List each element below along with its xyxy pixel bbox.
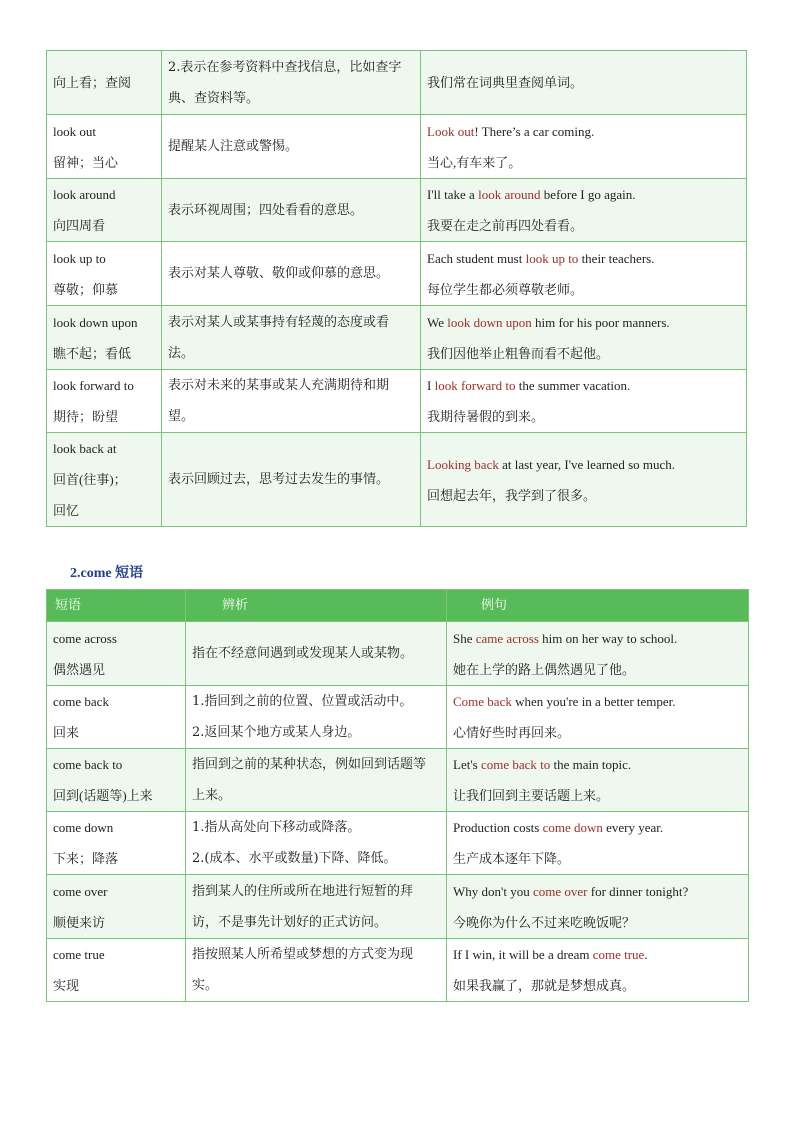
example-text: 让我们回到主要话题上来。 <box>453 788 610 803</box>
phrase-line: come down <box>53 820 114 835</box>
table-row <box>47 622 749 686</box>
highlighted-phrase: look down upon <box>447 314 532 330</box>
phrase-cell <box>47 370 162 433</box>
example-text: I'll take a <box>427 187 479 202</box>
phrase-line: 留神；当心 <box>53 154 119 170</box>
example-text: when you're in a better temper. <box>511 694 676 709</box>
example-text: 我期待暑假的到来。 <box>427 409 545 424</box>
example-text: 我们因他举止粗鲁而看不起他。 <box>427 345 610 361</box>
example-text: every year. <box>602 820 664 835</box>
phrase-line: look down upon <box>53 314 138 330</box>
explanation-line: 典、查资料等。 <box>168 90 260 106</box>
phrase-line: 期待；盼望 <box>53 409 119 424</box>
example-line <box>453 749 742 780</box>
explanation-line: 指回到之前的某种状态，例如回到话题等 <box>192 757 427 772</box>
example-text: him on her way to school. <box>538 630 678 646</box>
highlighted-phrase: Look out <box>427 123 475 139</box>
phrase-cell <box>47 622 186 686</box>
phrase-cell <box>47 242 162 306</box>
example-line <box>453 780 742 811</box>
example-text: If I win, it will be a dream <box>453 947 593 962</box>
example-line <box>453 686 742 717</box>
explanation-cell <box>162 179 421 242</box>
example-text: Each student must <box>427 250 526 266</box>
table-row <box>47 370 747 433</box>
explanation-cell <box>162 306 421 370</box>
phrase-line: 向四周看 <box>53 218 106 233</box>
phrase-cell <box>47 875 186 939</box>
example-cell <box>421 242 747 306</box>
explanation-line: 表示对某人或某事持有轻蔑的态度或看 <box>168 314 390 330</box>
explanation-cell <box>186 939 447 1002</box>
phrase-line: come across <box>53 630 117 646</box>
example-cell <box>447 749 749 812</box>
example-line <box>453 907 742 938</box>
highlighted-phrase: look up to <box>525 250 579 266</box>
example-line <box>453 717 742 748</box>
explanation-line: 表示回顾过去，思考过去发生的事情。 <box>168 472 390 487</box>
explanation-line: 指在不经意间遇到或发现某人或某物。 <box>192 646 414 661</box>
highlighted-phrase: came across <box>475 630 539 646</box>
phrase-line: 回忆 <box>53 503 80 518</box>
phrase-line: 实现 <box>53 978 80 993</box>
phrase-cell <box>47 115 162 179</box>
example-cell <box>421 179 747 242</box>
example-text: She <box>453 630 476 646</box>
example-text: Why don't you <box>453 883 533 899</box>
explanation-line: 提醒某人注意或警惕。 <box>168 139 299 154</box>
example-line <box>453 812 742 843</box>
phrase-line: 下来；降落 <box>53 851 119 866</box>
phrase-cell <box>47 51 162 115</box>
example-cell <box>421 370 747 433</box>
phrase-line: come true <box>53 947 105 962</box>
explanation-cell <box>162 370 421 433</box>
example-text: the summer vacation. <box>515 378 631 393</box>
example-cell <box>447 686 749 749</box>
explanation-line: 法。 <box>168 345 195 361</box>
example-text: the main topic. <box>550 757 632 772</box>
example-text: I <box>427 378 435 393</box>
example-line <box>427 67 740 98</box>
example-line <box>427 401 740 432</box>
phrase-cell <box>47 433 162 527</box>
phrase-line: 顺便来访 <box>53 914 106 930</box>
phrase-line: 回首(往事)； <box>53 472 127 487</box>
example-cell <box>447 939 749 1002</box>
example-line <box>427 449 740 480</box>
header-example: 例句 <box>447 590 749 622</box>
example-line <box>427 116 740 147</box>
highlighted-phrase: come down <box>542 820 603 835</box>
explanation-cell <box>162 115 421 179</box>
example-text: 心情好些时再回来。 <box>453 725 571 740</box>
example-text: 回想起去年，我学到了很多。 <box>427 487 597 503</box>
table-header-row <box>47 590 749 622</box>
explanation-cell <box>162 51 421 115</box>
phrase-line: 偶然遇见 <box>53 661 106 677</box>
phrase-line: 瞧不起；看低 <box>53 345 132 361</box>
example-text: 当心,有车来了。 <box>427 154 522 170</box>
header-phrase: 短语 <box>47 590 186 622</box>
highlighted-phrase: come true <box>592 947 645 962</box>
phrase-line: 向上看；查阅 <box>53 75 132 90</box>
example-text: their teachers. <box>578 250 655 266</box>
example-text: . <box>644 947 648 962</box>
table-row <box>47 749 749 812</box>
phrase-cell <box>47 306 162 370</box>
example-cell <box>447 622 749 686</box>
phrase-cell <box>47 812 186 875</box>
example-line <box>453 939 742 970</box>
example-line <box>427 338 740 369</box>
example-text: at last year, I've learned so much. <box>498 456 676 472</box>
phrase-line: look forward to <box>53 378 134 393</box>
example-cell <box>421 115 747 179</box>
table-row <box>47 179 747 242</box>
table-row <box>47 115 747 179</box>
explanation-line: 1.指从高处向下移动或降落。 <box>192 820 361 835</box>
example-line <box>453 654 742 685</box>
phrase-line: look up to <box>53 250 106 266</box>
explanation-cell <box>186 875 447 939</box>
highlighted-phrase: look forward to <box>434 378 516 393</box>
phrase-line: look around <box>53 187 116 202</box>
explanation-line: 2.(成本、水平或数量)下降、降低。 <box>192 851 397 866</box>
phrase-line: come back <box>53 694 109 709</box>
explanation-cell <box>186 812 447 875</box>
example-text: before I go again. <box>540 187 636 202</box>
example-text: for dinner tonight? <box>587 883 689 899</box>
explanation-line: 指按照某人所希望或梦想的方式变为现 <box>192 947 414 962</box>
come-phrases-table <box>46 589 749 1002</box>
example-text: 今晚你为什么不过来吃晚饭呢？ <box>453 914 636 930</box>
highlighted-phrase: look around <box>478 187 541 202</box>
phrase-line: 回来 <box>53 725 80 740</box>
table-row <box>47 433 747 527</box>
phrase-line: look out <box>53 123 96 139</box>
example-text: 如果我赢了，那就是梦想成真。 <box>453 978 636 993</box>
example-cell <box>421 306 747 370</box>
example-text: 每位学生都必须尊敬老师。 <box>427 281 584 297</box>
explanation-cell <box>186 749 447 812</box>
example-line <box>427 243 740 274</box>
example-line <box>453 876 742 907</box>
phrase-line: look back at <box>53 441 117 456</box>
explanation-line: 2.返回某个地方或某人身边。 <box>192 725 361 740</box>
table-row <box>47 875 749 939</box>
phrase-cell <box>47 686 186 749</box>
explanation-line: 上来。 <box>192 788 232 803</box>
example-line <box>453 623 742 654</box>
highlighted-phrase: Looking back <box>427 456 499 472</box>
highlighted-phrase: Come back <box>453 694 512 709</box>
phrase-cell <box>47 939 186 1002</box>
example-line <box>427 274 740 305</box>
section-title-come: 2.come 短语 <box>70 566 144 581</box>
example-cell <box>421 51 747 115</box>
table-row <box>47 51 747 115</box>
explanation-cell <box>186 686 447 749</box>
example-line <box>427 147 740 178</box>
explanation-line: 表示对未来的某事或某人充满期待和期 <box>168 378 390 393</box>
explanation-line: 访，不是事先计划好的正式访问。 <box>192 914 388 930</box>
phrase-line: 回到(话题等)上来 <box>53 788 153 803</box>
example-text: Production costs <box>453 820 543 835</box>
table-row <box>47 686 749 749</box>
example-cell <box>421 433 747 527</box>
explanation-line: 指到某人的住所或所在地进行短暂的拜 <box>192 883 414 899</box>
example-line <box>453 970 742 1001</box>
look-phrases-table <box>46 50 747 527</box>
example-text: ! There’s a car coming. <box>474 123 595 139</box>
example-cell <box>447 812 749 875</box>
explanation-line: 表示环视周围；四处看看的意思。 <box>168 202 364 218</box>
explanation-line: 表示对某人尊敬、敬仰或仰慕的意思。 <box>168 266 390 281</box>
explanation-line: 望。 <box>168 409 195 424</box>
example-line <box>427 307 740 338</box>
explanation-line: 1.指回到之前的位置、位置或活动中。 <box>192 694 413 709</box>
phrase-cell <box>47 179 162 242</box>
example-line <box>427 179 740 210</box>
table-row <box>47 306 747 370</box>
phrase-cell <box>47 749 186 812</box>
example-text: 我要在走之前再四处看看。 <box>427 218 584 233</box>
example-text: Let's <box>453 757 481 772</box>
explanation-line: 2.表示在参考资料中查找信息，比如查字 <box>168 59 402 75</box>
example-line <box>427 370 740 401</box>
explanation-cell <box>162 242 421 306</box>
phrase-line: 尊敬；仰慕 <box>53 281 119 297</box>
table-row <box>47 939 749 1002</box>
example-line <box>427 210 740 241</box>
phrase-line: come back to <box>53 757 123 772</box>
header-analysis: 辨析 <box>186 590 447 622</box>
example-text: 我们常在词典里查阅单词。 <box>427 75 584 90</box>
explanation-cell <box>186 622 447 686</box>
example-text: him for his poor manners. <box>531 314 670 330</box>
example-text: 她在上学的路上偶然遇见了他。 <box>453 661 636 677</box>
explanation-cell <box>162 433 421 527</box>
highlighted-phrase: come over <box>532 883 588 899</box>
example-cell <box>447 875 749 939</box>
example-text: 生产成本逐年下降。 <box>453 851 571 866</box>
example-line <box>453 843 742 874</box>
highlighted-phrase: come back to <box>480 757 551 772</box>
table-row <box>47 812 749 875</box>
example-line <box>427 480 740 511</box>
explanation-line: 实。 <box>192 978 219 993</box>
phrase-line: come over <box>53 883 108 899</box>
table-row <box>47 242 747 306</box>
example-text: We <box>427 314 448 330</box>
